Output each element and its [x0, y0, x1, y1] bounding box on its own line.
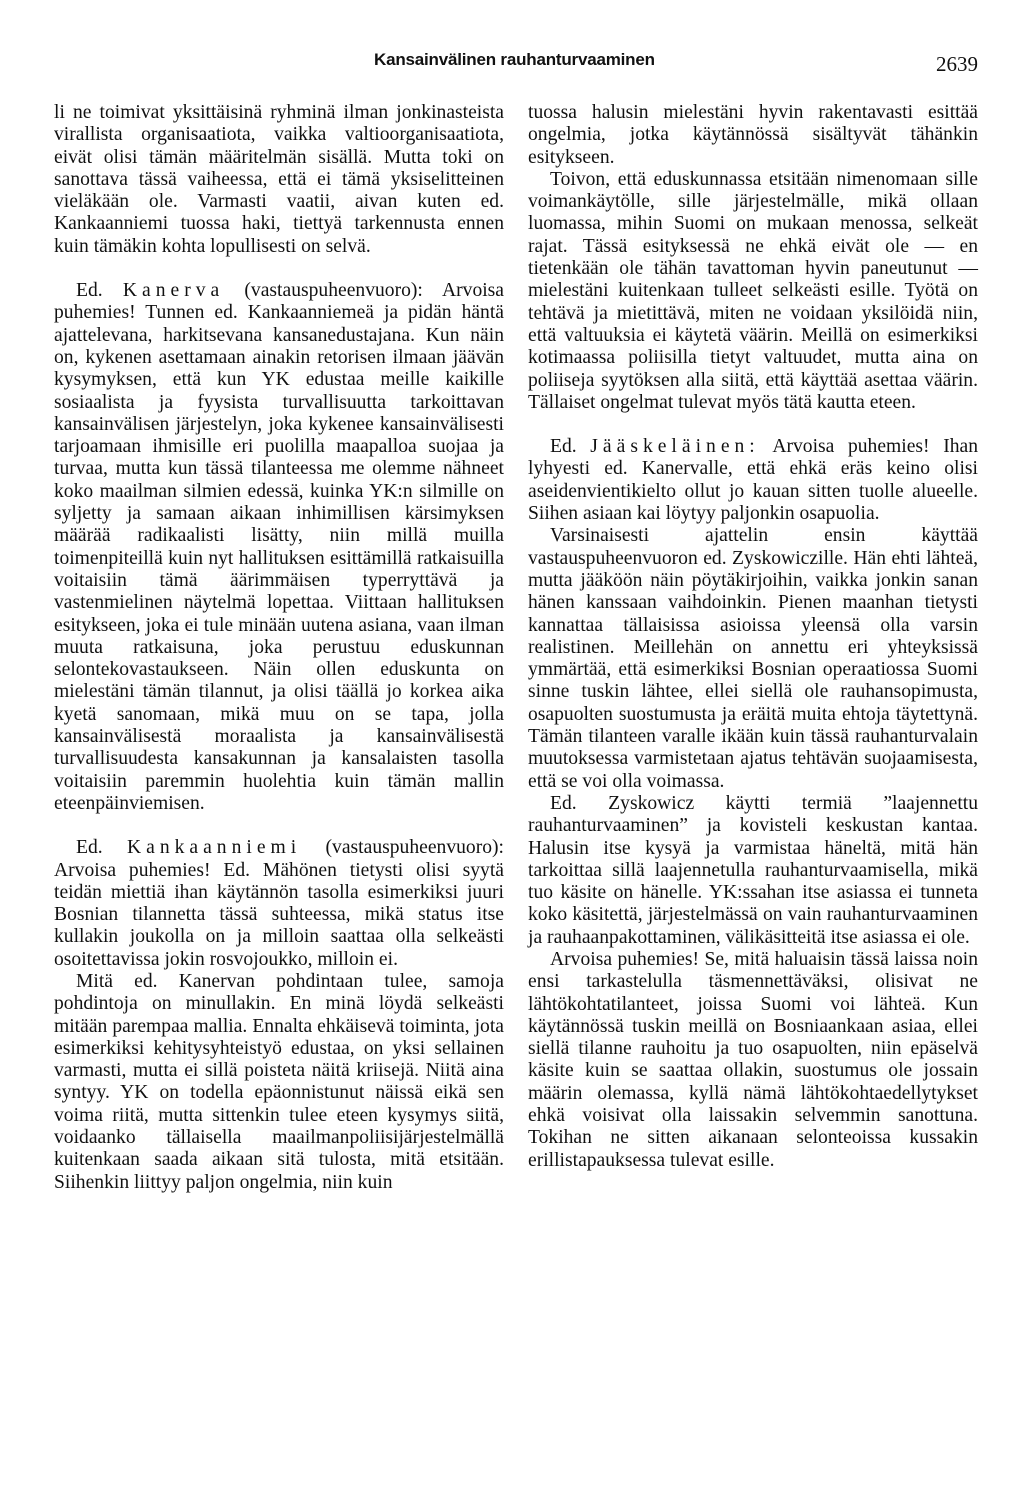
- speaker-name: Kanerva: [122, 280, 225, 302]
- speaker-name: Kankaanniemi: [126, 837, 302, 859]
- speaker-lead: Ed.: [76, 280, 103, 302]
- speech-paragraph: [54, 280, 504, 815]
- paragraph: Toivon, että eduskunnassa etsitään nimenomaan sille voimankäytölle, sille järjestelmälle, mikä ollaan luomassa, mihin Suomi on mukaan menossa, selkeät rajat. Tässä esityksessä ne ehkä eivät ole — en tietenkään ole tähän tavattoman hyvin paneutunut — mielestäni kuitenkaan tulleet selkeästi esille. Työtä on tehtävä ja mietittävä, miten ne voidaan yksilöidä niin, että valtuuksia ei käytetä väärin. Meillä on esimerkiksi kotimaassa poliisilla tietyt valtuudet, mutta aina on poliiseja syytöksen alla siitä, että käyttää asettaa väärin. Tällaiset ongelmat tulevat myös tätä kautta eteen.: [528, 168, 978, 413]
- speech-paragraph: [54, 837, 504, 971]
- paragraph: tuossa halusin mielestäni hyvin rakentavasti esittää ongelmia, jotka käytännössä sisältyvät tähänkin esitykseen.: [528, 102, 978, 168]
- paragraph: Ed. Zyskowicz käytti termiä ”laajennettu rauhanturvaaminen” ja kovisteli keskustan kantaa. Halusin itse kysyä ja varmistaa häneltä, mitä hän tarkoittaa sillä laajennetulla rauhanturvaamisella, mikä tuo käsite on hänelle. YK:ssahan itse asiassa ei tunneta koko käsitettä, järjestelmässä on vain rauhanturvaaminen ja rauhaanpakottaminen, välikäsitteitä itse asiassa ei ole.: [528, 792, 978, 948]
- speech-text: (vastauspuheenvuoro): Arvoisa puhemies! Ed. Mähönen tietysti olisi syytä teidän miettiä ihan käytännön tasolla esimerkiksi juuri Bosnian tilannetta tässä suhteessa, mikä status itse kullakin joukolla on ja milloin saattaa olla selkeästi osoitettavissa jokin rosvojoukko, milloin ei.: [54, 837, 504, 970]
- left-column: [54, 102, 504, 1194]
- running-head: Kansainvälinen rauhanturvaaminen: [374, 50, 655, 69]
- paragraph: Arvoisa puhemies! Se, mitä haluaisin tässä laissa noin ensi tarkastelulla täsmennettäväksi, olisivat ne lähtökohtatilanteet, joissa Suomi voi lähteä. Kun käytännössä tuskin meillä on Bosniaankaan asiaa, ellei siellä tilanne rauhoitu ja tuo osapuolten, niin epäselvä käsite kuin se saattaa ollakin, suostumus ole jossain määrin olemassa, kyllä nämä lähtökohtaedellytykset ehkä voisivat olla laissakin selvemmin sanottuna. Tokihan ne sitten aikanaan selonteoissa kussakin erillistapauksessa tulevat esille.: [528, 948, 978, 1171]
- speaker-name: Jääskeläinen:: [590, 436, 760, 458]
- speech-paragraph: [528, 436, 978, 525]
- speaker-lead: Ed.: [550, 436, 577, 458]
- speech-text: (vastauspuheenvuoro): Arvoisa puhemies! Tunnen ed. Kankaanniemeä ja pidän häntä ajattelevana, harkitsevana kansanedustajana. Kun näin on, kykenen asettamaan ainakin retorisen ilmaan jäävän kysymyksen, että kun YK edustaa meille kaikille sosiaalista ja fyysista turvallisuutta tarkoittavan kansainvälisen järjestelyn, joka kykenee kansainvälisesti tarjoamaan ihmisille eri puolilla maapalloa suojaa ja turvaa, mutta kun tässä tilanteessa me olemme nähneet koko maailman silmien edessä, kuinka YK:n silmille on syljetty ja samaan aikaan inhimillisen kärsimyksen määrää radikaalisti lisätty, niin millä muilla toimenpiteillä kuin nyt hallituksen esittämillä ratkaisuilla voitaisiin tämä äärimmäisen typerryttävä ja vastenmielinen näytelmä lopettaa. Viittaan hallituksen esitykseen, joka ei tule minään uutena asiana, vaan ilman muuta ratkaisuna, joka perustuu eduskunnan selontekovastaukseen. Näin ollen eduskunta on mielestäni tämän tilannut, ja olisi täällä jo korkea aika kyetä sanomaan, mikä muu on se tapa, jolla kansainvälisestä moraalista ja kansainvälisestä turvallisuudesta kansakunnan ja kansalaisten tasolla voitaisiin paremmin huolehtia kuin tämän mallin eteenpäinviemisen.: [54, 280, 505, 814]
- right-column: [528, 102, 978, 1172]
- page-number: 2639: [936, 52, 978, 76]
- speaker-lead: Ed.: [76, 837, 103, 859]
- page-header: [374, 50, 978, 80]
- speech-text: Arvoisa puhemies! Ihan lyhyesti ed. Kanervalle, että ehkä eräs keino olisi aseidenvientikielto ollut jo kauan sitten tuolle alueelle. Siihen asiaan kai löytyy paljonkin osapuolia.: [528, 436, 979, 525]
- paragraph: Mitä ed. Kanervan pohdintaan tulee, samoja pohdintoja on minullakin. En minä löydä selkeästi mitään parempaa mallia. Ennalta ehkäisevä toiminta, jota esimerkiksi kehitysyhteistyö edustaa, on yksi sellainen varmasti, mutta ei sillä poisteta näitä kriisejä. Niitä aina syntyy. YK on todella epäonnistunut näissä eikä sen voima riitä, mutta sittenkin tulee eteen kysymys siitä, voidaanko tällaisella maailmanpoliisijärjestelmällä kuitenkaan saada aikaan sitä tulosta, mitä etsitään. Siihenkin liittyy paljon ongelmia, niin kuin: [54, 970, 504, 1193]
- paragraph: li ne toimivat yksittäisinä ryhminä ilman jonkinasteista virallista organisaatiota, vaikka valtioorganisaatiota, eivät olisi tämän määritelmän sisällä. Mutta toki on sanottava tässä vaiheessa, että ei tämä yksiselitteinen vieläkään ole. Varmasti vaatii, aivan kuten ed. Kankaanniemi tuossa haki, tiettyä tarkennusta ennen kuin tämäkin kohta lopullisesti on selvä.: [54, 102, 504, 257]
- paragraph: Varsinaisesti ajattelin ensin käyttää vastauspuheenvuoron ed. Zyskowiczille. Hän ehti lähteä, mutta jääköön näin pöytäkirjoihin, vaikka jonkin sanan hänen kanssaan vaihdoinkin. Pienen maanhan tietysti kannattaa tällaisissa asioissa yleensä olla varsin realistinen. Meillehän on annettu eri yhteyksissä ymmärtää, että esimerkiksi Bosnian operaatiossa Suomi sinne tuskin lähtee, ellei siellä ole rauhansopimusta, osapuolten suostumusta ja eräitä muita ehtoja täytettynä. Tämän tilanteen varalle ikään kuin tässä rauhanturvalain muutoksessa varmistetaan ajatus tehtävän suojaamisesta, että se voi olla voimassa.: [528, 525, 978, 792]
